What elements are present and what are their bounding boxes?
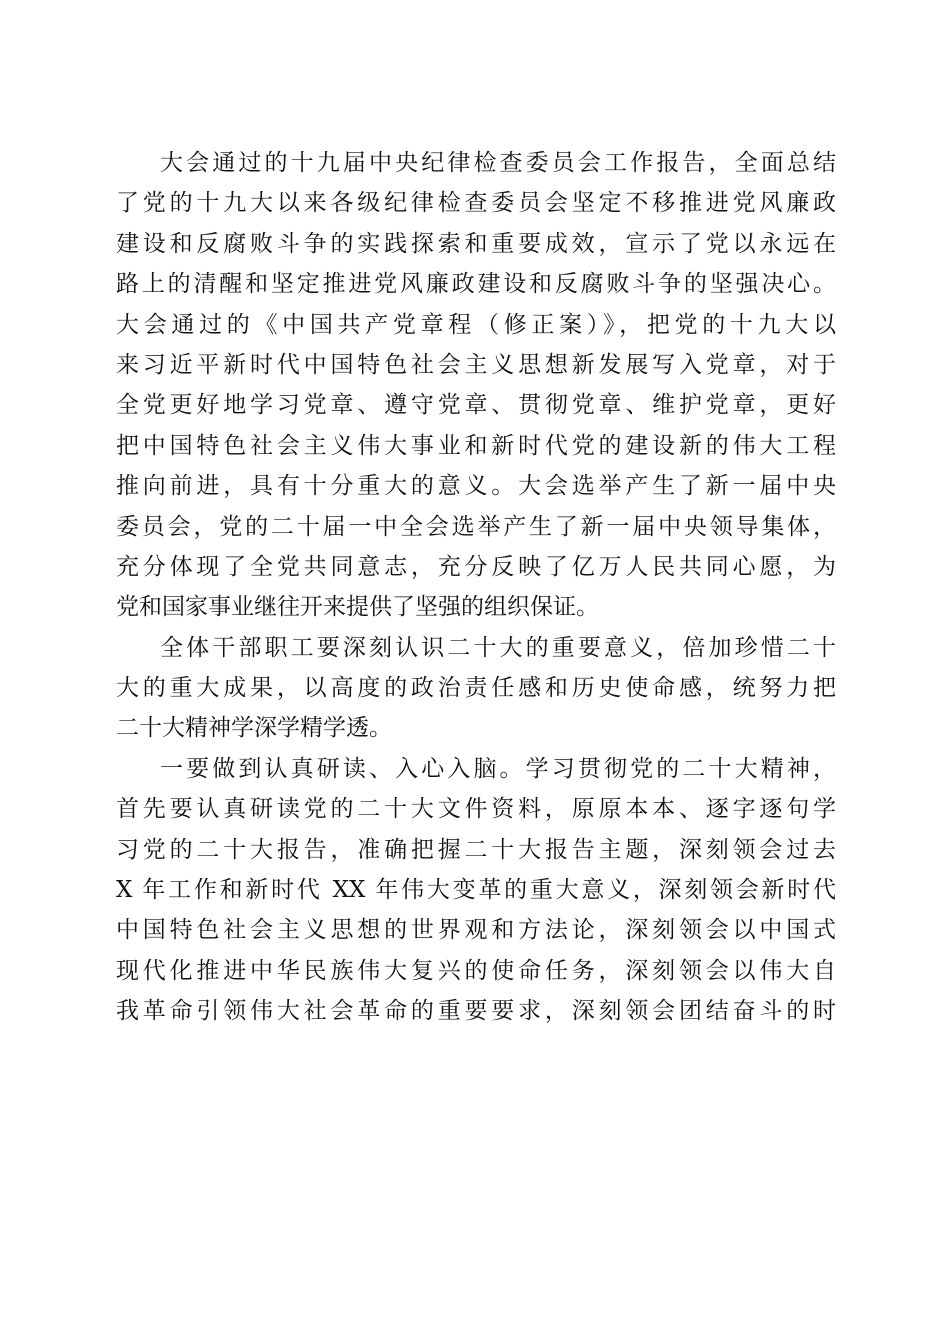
text-line: 中国特色社会主义思想的世界观和方法论，深刻领会以中国式 — [116, 917, 836, 944]
text-line: 建设和反腐败斗争的实践探索和重要成效，宣示了党以永远在 — [116, 230, 836, 257]
paragraph-1 — [116, 143, 836, 628]
text-line: 推向前进，具有十分重大的意义。大会选举产生了新一届中央 — [116, 473, 836, 500]
text-line: 现代化推进中华民族伟大复兴的使命任务，深刻领会以伟大自 — [116, 957, 836, 984]
text-line: 二十大精神学深学精学透。 — [116, 715, 392, 742]
text-line: 习党的二十大报告，准确把握二十大报告主题，深刻领会过去 — [116, 836, 836, 863]
text-line: 委员会，党的二十届一中全会选举产生了新一届中央领导集体， — [116, 513, 836, 540]
text-line: 把中国特色社会主义伟大事业和新时代党的建设新的伟大工程 — [116, 432, 836, 459]
body-text — [116, 143, 836, 1032]
text-line: 了党的十九大以来各级纪律检查委员会坚定不移推进党风廉政 — [116, 190, 836, 217]
text-line: 路上的清醒和坚定推进党风廉政建设和反腐败斗争的坚强决心。 — [116, 271, 836, 298]
text-line: 一要做到认真研读、入心入脑。学习贯彻党的二十大精神， — [160, 755, 836, 782]
text-line: 充分体现了全党共同意志，充分反映了亿万人民共同心愿，为 — [116, 553, 836, 580]
paragraph-2 — [116, 628, 836, 749]
text-line: 全党更好地学习党章、遵守党章、贯彻党章、维护党章，更好 — [116, 392, 836, 419]
text-line: 大会通过的《中国共产党章程（修正案）》，把党的十九大以 — [116, 311, 836, 338]
text-line: 大会通过的十九届中央纪律检查委员会工作报告，全面总结 — [160, 150, 836, 176]
text-line: 我革命引领伟大社会革命的重要要求，深刻领会团结奋斗的时 — [116, 998, 836, 1025]
text-line: X 年工作和新时代 XX 年伟大变革的重大意义，深刻领会新时代 — [116, 877, 836, 904]
text-line: 大的重大成果，以高度的政治责任感和历史使命感，统努力把 — [116, 675, 836, 702]
text-line: 首先要认真研读党的二十大文件资料，原原本本、逐字逐句学 — [116, 796, 836, 823]
text-line: 全体干部职工要深刻认识二十大的重要意义，倍加珍惜二十 — [160, 634, 836, 661]
text-line: 党和国家事业继往开来提供了坚强的组织保证。 — [116, 594, 599, 621]
text-line: 来习近平新时代中国特色社会主义思想新发展写入党章，对于 — [116, 351, 836, 378]
paragraph-3 — [116, 749, 836, 1032]
